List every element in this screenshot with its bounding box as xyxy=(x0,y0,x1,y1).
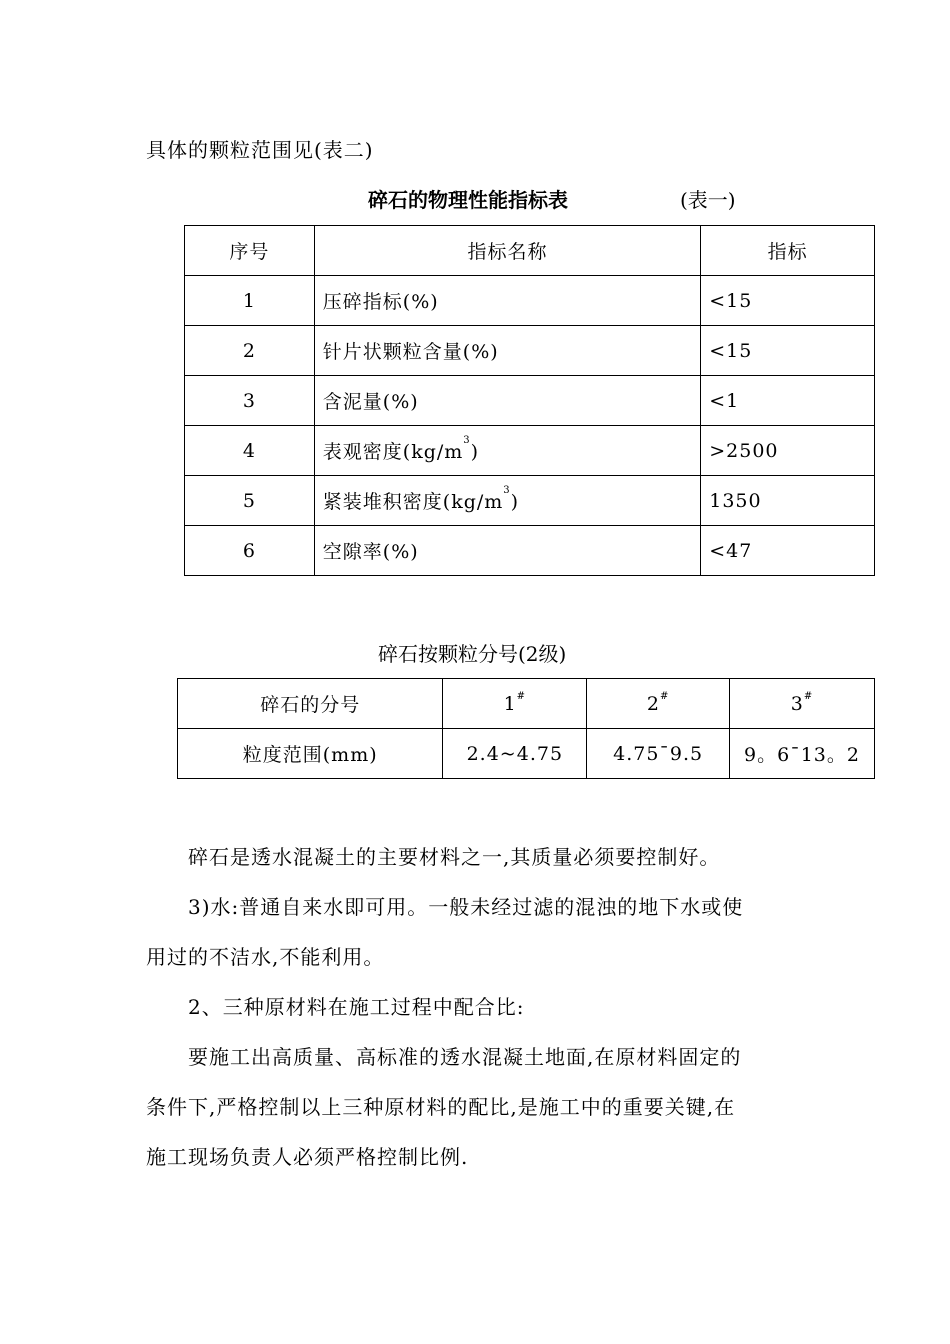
paragraph-line: 3)水:普通自来水即可用。一般未经过滤的混浊的地下水或使 xyxy=(188,895,744,919)
table2-title: 碎石按颗粒分号(2级) xyxy=(378,642,567,666)
row-no: 6 xyxy=(185,526,315,576)
grade-mark: # xyxy=(516,690,527,702)
row-value: 1350 xyxy=(701,476,875,526)
grade-number: 1 xyxy=(503,692,517,715)
row-value: <15 xyxy=(701,276,875,326)
row-name: 空隙率(%) xyxy=(314,526,700,576)
row-name: 针片状颗粒含量(%) xyxy=(314,326,700,376)
paragraph-line: 要施工出高质量、高标准的透水混凝土地面,在原材料固定的 xyxy=(188,1045,742,1069)
row-name: 压碎指标(%) xyxy=(314,276,700,326)
superscript: 3 xyxy=(503,485,511,496)
table-row xyxy=(185,526,875,576)
row-name-tail: ) xyxy=(470,441,480,463)
table-row xyxy=(185,326,875,376)
row-no: 3 xyxy=(185,376,315,426)
row-no: 2 xyxy=(185,326,315,376)
row-name xyxy=(314,426,700,476)
grade-row xyxy=(178,679,875,729)
grade-table xyxy=(177,678,875,779)
row-name-text: 表观密度(kg/m xyxy=(322,441,464,463)
intro-line: 具体的颗粒范围见(表二) xyxy=(146,138,374,162)
row-value: <15 xyxy=(701,326,875,376)
row-no: 5 xyxy=(185,476,315,526)
header-value: 指标 xyxy=(701,226,875,276)
row-name-text: 紧装堆积密度(kg/m xyxy=(322,491,504,513)
row-name-tail: ) xyxy=(510,491,520,513)
table-row xyxy=(185,376,875,426)
grade-label: 碎石的分号 xyxy=(178,679,443,729)
range-cell: 9。6¯13。2 xyxy=(730,729,875,779)
table-row xyxy=(185,476,875,526)
range-cell: 4.75¯9.5 xyxy=(587,729,730,779)
row-no: 4 xyxy=(185,426,315,476)
row-name: 含泥量(%) xyxy=(314,376,700,426)
grade-number: 2 xyxy=(646,692,660,715)
paragraph-line: 条件下,严格控制以上三种原材料的配比,是施工中的重要关键,在 xyxy=(146,1095,736,1119)
grade-cell xyxy=(443,679,587,729)
paragraph-line: 2、三种原材料在施工过程中配合比: xyxy=(188,995,525,1019)
paragraph-line: 用过的不洁水,不能利用。 xyxy=(146,945,385,969)
range-label: 粒度范围(mm) xyxy=(178,729,443,779)
grade-cell xyxy=(730,679,875,729)
row-name xyxy=(314,476,700,526)
table-row xyxy=(185,426,875,476)
row-value: <1 xyxy=(701,376,875,426)
row-no: 1 xyxy=(185,276,315,326)
table-header-row xyxy=(185,226,875,276)
header-no: 序号 xyxy=(185,226,315,276)
row-value: >2500 xyxy=(701,426,875,476)
table-row xyxy=(185,276,875,326)
grade-cell xyxy=(587,679,730,729)
header-name: 指标名称 xyxy=(314,226,700,276)
paragraph-line: 施工现场负责人必须严格控制比例. xyxy=(146,1145,469,1169)
table1-title: 碎石的物理性能指标表 xyxy=(368,188,568,212)
range-cell: 2.4~4.75 xyxy=(443,729,587,779)
row-value: <47 xyxy=(701,526,875,576)
table1-tag: (表一) xyxy=(680,188,736,212)
grade-mark: # xyxy=(659,690,670,702)
paragraph-line: 碎石是透水混凝土的主要材料之一,其质量必须要控制好。 xyxy=(188,845,721,869)
grade-mark: # xyxy=(803,690,814,702)
range-row xyxy=(178,729,875,779)
grade-number: 3 xyxy=(790,692,804,715)
physical-properties-table xyxy=(184,225,875,576)
superscript: 3 xyxy=(463,435,471,446)
